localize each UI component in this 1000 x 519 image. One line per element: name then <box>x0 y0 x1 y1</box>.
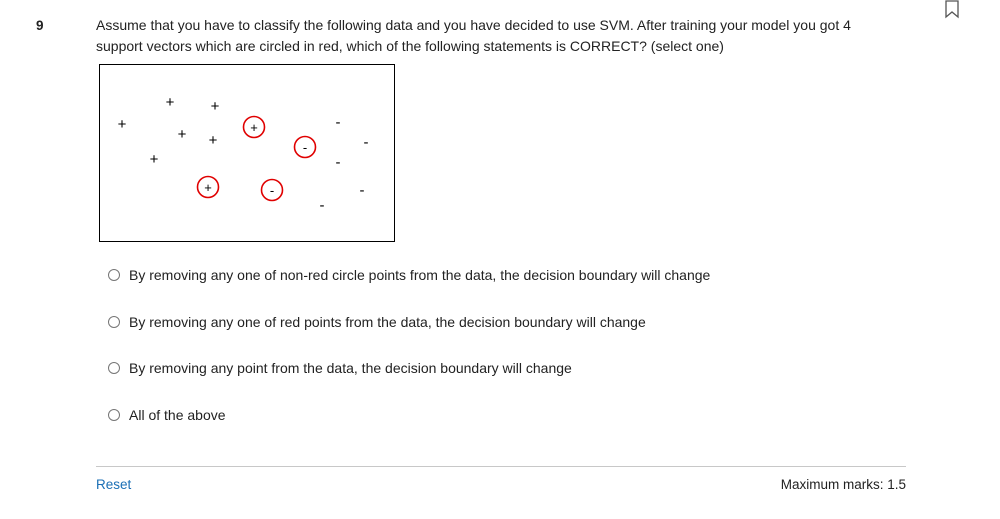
footer-divider <box>96 466 906 467</box>
svg-text:+: + <box>177 126 187 143</box>
radio-option-d[interactable] <box>108 409 120 421</box>
radio-option-a[interactable] <box>108 269 120 281</box>
plus-points <box>118 94 220 168</box>
reset-button[interactable]: Reset <box>96 477 132 492</box>
svg-text:-: - <box>302 140 308 155</box>
option-label-d: All of the above <box>129 406 226 423</box>
option-row[interactable] <box>108 406 928 453</box>
svg-text:+: + <box>165 94 175 111</box>
option-row[interactable] <box>108 313 928 360</box>
option-row[interactable] <box>108 266 928 313</box>
option-label-a: By removing any one of non-red circle points from the data, the decision boundary will change <box>129 267 711 283</box>
bookmark-icon[interactable] <box>944 0 960 20</box>
radio-option-c[interactable] <box>108 362 120 374</box>
option-row[interactable] <box>108 359 928 406</box>
maximum-marks-label: Maximum marks: 1.5 <box>780 477 906 492</box>
svg-text:-: - <box>335 154 341 171</box>
svg-text:-: - <box>363 134 369 151</box>
svg-text:-: - <box>335 114 341 131</box>
minus-points <box>320 114 369 214</box>
svg-text:-: - <box>359 182 365 199</box>
answer-options <box>108 266 928 452</box>
svm-scatter-figure <box>99 64 395 242</box>
svg-text:+: + <box>204 180 212 195</box>
question-text: Assume that you have to classify the following data and you have decided to use SVM. After training your model you got 4 support vectors which are circled in red, which of the following statements is CORRECT? (select one) <box>96 17 851 54</box>
svg-text:+: + <box>208 132 218 149</box>
svg-text:+: + <box>117 116 127 133</box>
svg-text:+: + <box>250 120 258 135</box>
svg-text:-: - <box>319 197 325 214</box>
option-label-b: By removing any one of red points from the data, the decision boundary will change <box>129 313 646 330</box>
svg-text:-: - <box>269 183 275 198</box>
radio-option-b[interactable] <box>108 316 120 328</box>
svg-text:+: + <box>210 98 220 115</box>
svg-text:+: + <box>149 151 159 168</box>
support-vector-markers <box>198 117 316 201</box>
question-number: 9 <box>36 18 44 33</box>
scatter-plot-svg <box>100 65 391 238</box>
option-label-c: By removing any point from the data, the decision boundary will change <box>129 360 572 376</box>
